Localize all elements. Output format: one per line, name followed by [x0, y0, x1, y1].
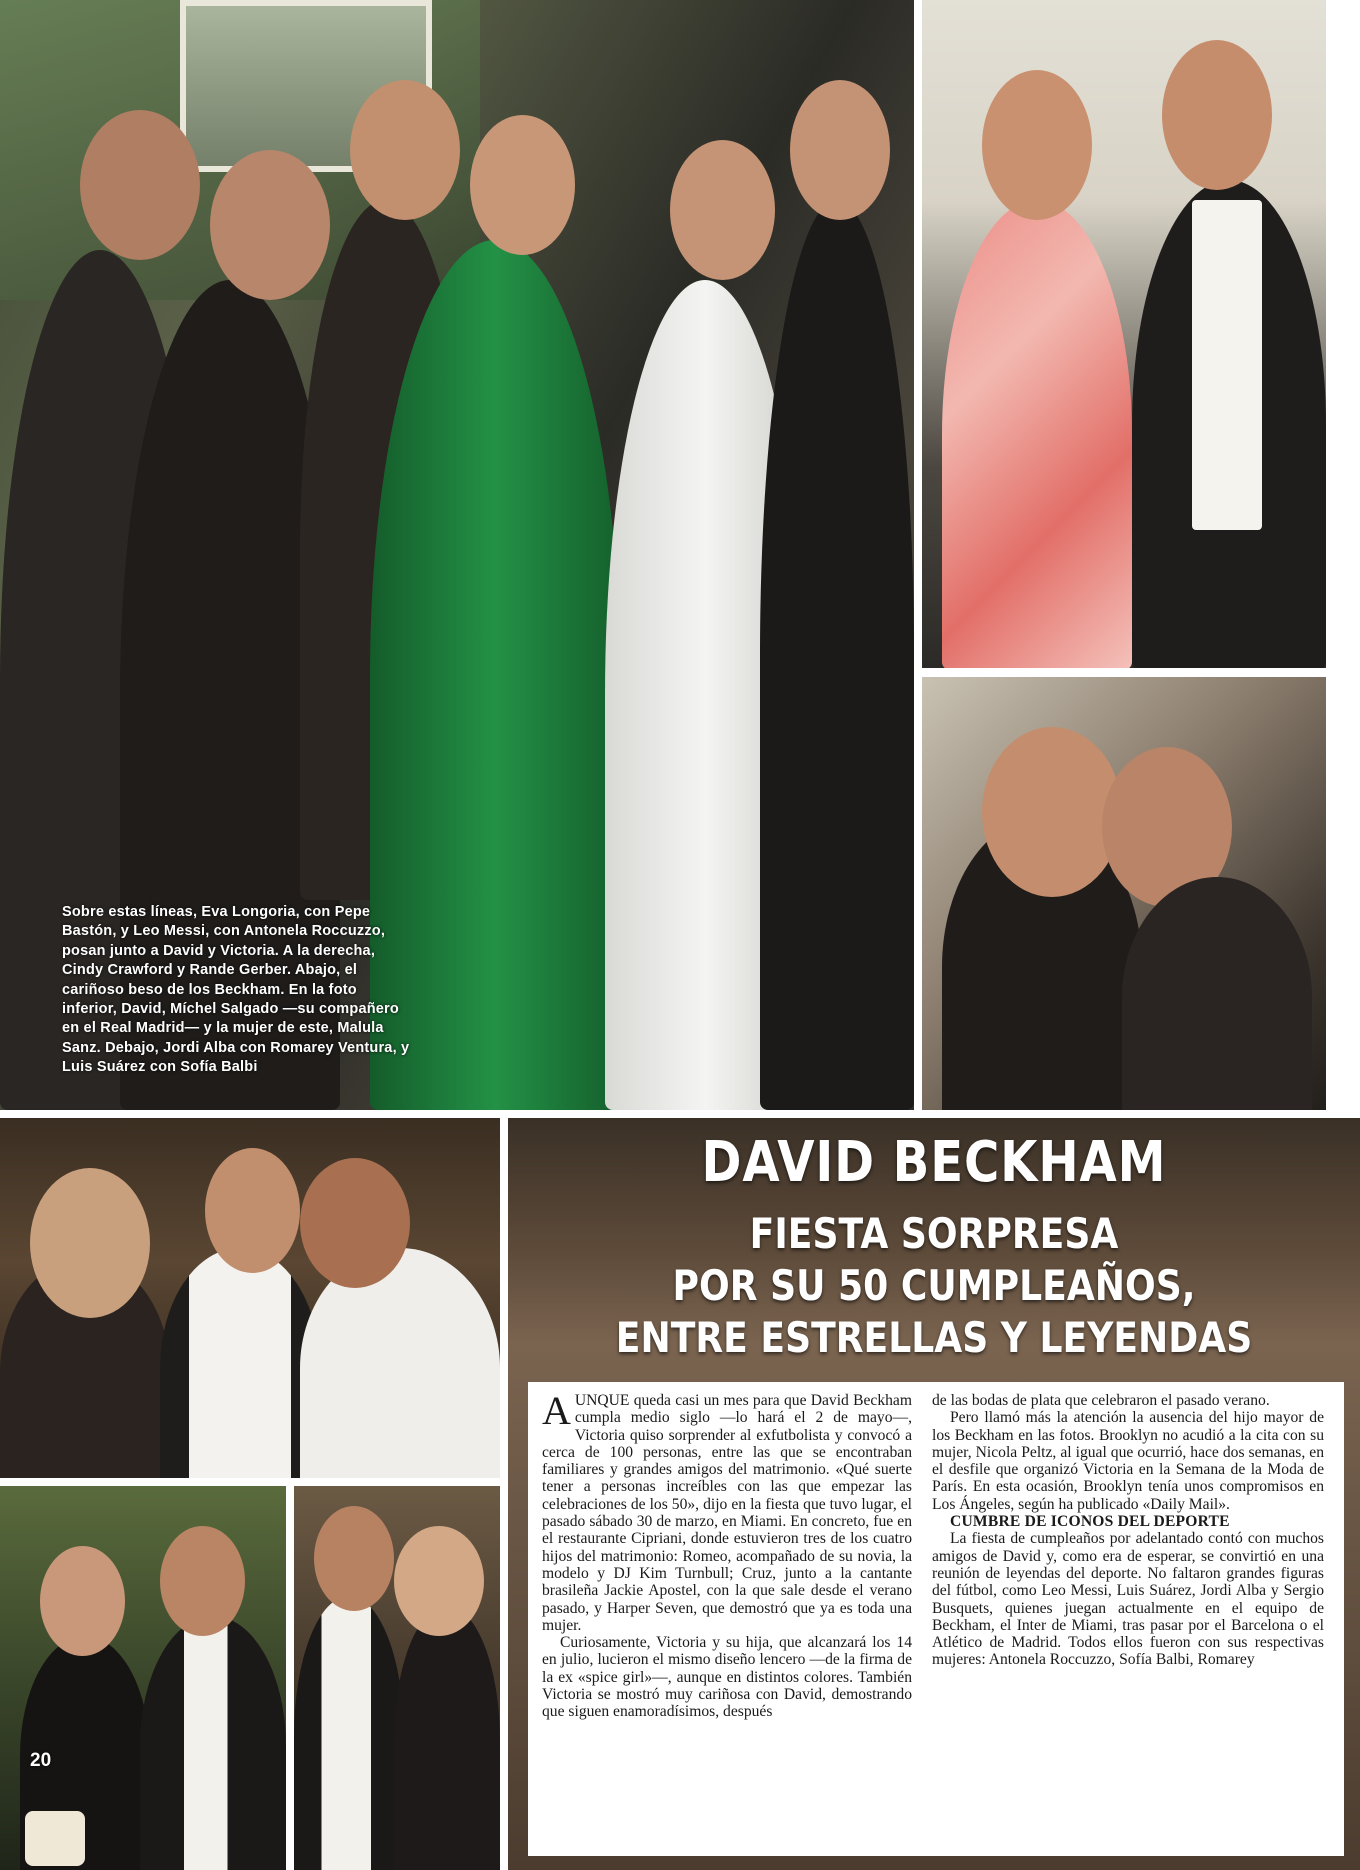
lead-caps: UNQUE [574, 1392, 630, 1409]
headline-title: DAVID BECKHAM [701, 1130, 1167, 1195]
article-subhead: CUMBRE DE ICONOS DEL DEPORTE [950, 1513, 1230, 1531]
article-column-1 [542, 1388, 912, 1721]
article-body [528, 1382, 1344, 1856]
article-column-2 [932, 1392, 1324, 1669]
figure-jordi-alba [140, 1616, 286, 1870]
head-david-center [205, 1148, 300, 1273]
photo-cindy-crawford-rande-gerber [922, 0, 1326, 668]
head-pepe-baston [80, 110, 200, 260]
head-romarey-ventura [40, 1546, 125, 1656]
article-paragraph-5: La fiesta de cumpleaños por adelantado contó con muchos amigos de David y, como era de esperar, se convirtió en una reunión de leyendas del deporte. No faltaron grandes figuras del fútbol, como Leo Messi, Luis Suárez, Jordi Alba y Sergio Busquets, quienes juegan actualmente en el equipo de Beckham, el Inter de Miami, tras pasar por el Barcelona o el Atlético de Madrid. Todos ellos fueron con sus respectivas mujeres: Antonela Roccuzzo, Sofía Balbi, Romarey [932, 1530, 1324, 1669]
head-david-kiss [982, 727, 1122, 897]
head-luis-suarez [314, 1506, 394, 1611]
headline-subtitle-line-2: POR SU 50 CUMPLEAÑOS, [672, 1261, 1196, 1310]
paragraph-1-text: queda casi un mes para que David Beckham cumpla medio siglo —lo hará el 2 de mayo—, Victoria quiso sorprender al exfutbolista y convocó a cerca de 100 personas, entre las que se encontraban familiares y grandes amigos del matrimonio. «Qué suerte tener a personas increíbles con las que empezar las celebraciones de los 50», dijo en la fiesta que tuvo lugar, el pasado sábado 30 de marzo, en Miami. En concreto, fue en el restaurante Cipriani, donde estuvieron tres de los cuatro hijos del matrimonio: Romeo, acompañado de su novia, la modelo y DJ Kim Turnbull; Cruz, junto a la cantante brasileña Jackie Apostel, con la que sale desde el verano pasado, y Harper Seven, que demostró que ya es toda una mujer. [542, 1392, 912, 1634]
figure-david-beckham [760, 200, 914, 1110]
article-paragraph-3: de las bodas de plata que celebraron el pasado verano. [932, 1392, 1270, 1409]
article-paragraph-2: Curiosamente, Victoria y su hija, que alcanzará los 14 en julio, lucieron el mismo diseño lencero —de la firma de la ex «spice girl»—, aunque en distintos colores. También Victoria se mostró muy cariñosa con David, demostrando que siguen enamoradísimos, después [542, 1634, 912, 1721]
head-malula-sanz [30, 1168, 150, 1318]
head-rande [1162, 40, 1272, 190]
headline-subtitle-line-1: FIESTA SORPRESA [749, 1209, 1119, 1258]
head-sofia-balbi [394, 1526, 484, 1636]
page-number: 20 [30, 1750, 52, 1771]
figure-victoria-kiss [1122, 877, 1312, 1110]
shirt-rande [1192, 200, 1262, 530]
photo-jordi-alba-romarey [0, 1486, 286, 1870]
photo-caption: Sobre estas líneas, Eva Longoria, con Pepe Bastón, y Leo Messi, con Antonela Roccuzzo, posan junto a David y Victoria. A la derecha, Cindy Crawford y Rande Gerber. Abajo, el cariñoso beso de los Beckham. En la foto inferior, David, Míchel Salgado —su compañero en el Real Madrid— y la mujer de este, Malula Sanz. Debajo, Jordi Alba con Romarey Ventura, y Luis Suárez con Sofía Balbi [62, 904, 410, 1076]
head-cindy [982, 70, 1092, 220]
figure-sofia-balbi [394, 1606, 500, 1870]
article-paragraph-4: Pero llamó más la atención la ausencia del hijo mayor de los Beckham en las fotos. Brooklyn no acudió a la cita con su mujer, Nicola Peltz, al igual que ocurrió, hace dos semanas, en el desfile que organizó Victoria en la Semana de la Moda de París. En esta ocasión, Brooklyn tenía unos compromisos en Los Ángeles, según ha publicado «Daily Mail». [932, 1409, 1324, 1513]
photo-malula-david-michel [0, 1118, 500, 1478]
head-antonela [470, 115, 575, 255]
figure-david-center [160, 1248, 320, 1478]
handbag [25, 1811, 85, 1866]
figure-cindy-red-dress [942, 200, 1132, 668]
head-victoria [670, 140, 775, 280]
head-jordi-alba [160, 1526, 245, 1636]
head-eva-longoria [210, 150, 330, 300]
head-michel-salgado [300, 1158, 410, 1288]
drop-cap: A [542, 1388, 571, 1433]
figure-michel-salgado [300, 1248, 500, 1478]
figure-luis-suarez [294, 1596, 404, 1870]
article-paragraph-1 [542, 1388, 912, 1634]
head-leo-messi [350, 80, 460, 220]
headline-subtitle-line-3: ENTRE ESTRELLAS Y LEYENDAS [615, 1313, 1253, 1362]
photo-beckham-kiss [922, 677, 1326, 1110]
head-david-beckham [790, 80, 890, 220]
photo-luis-suarez-sofia [294, 1486, 500, 1870]
hero-photo-group [0, 0, 914, 1110]
